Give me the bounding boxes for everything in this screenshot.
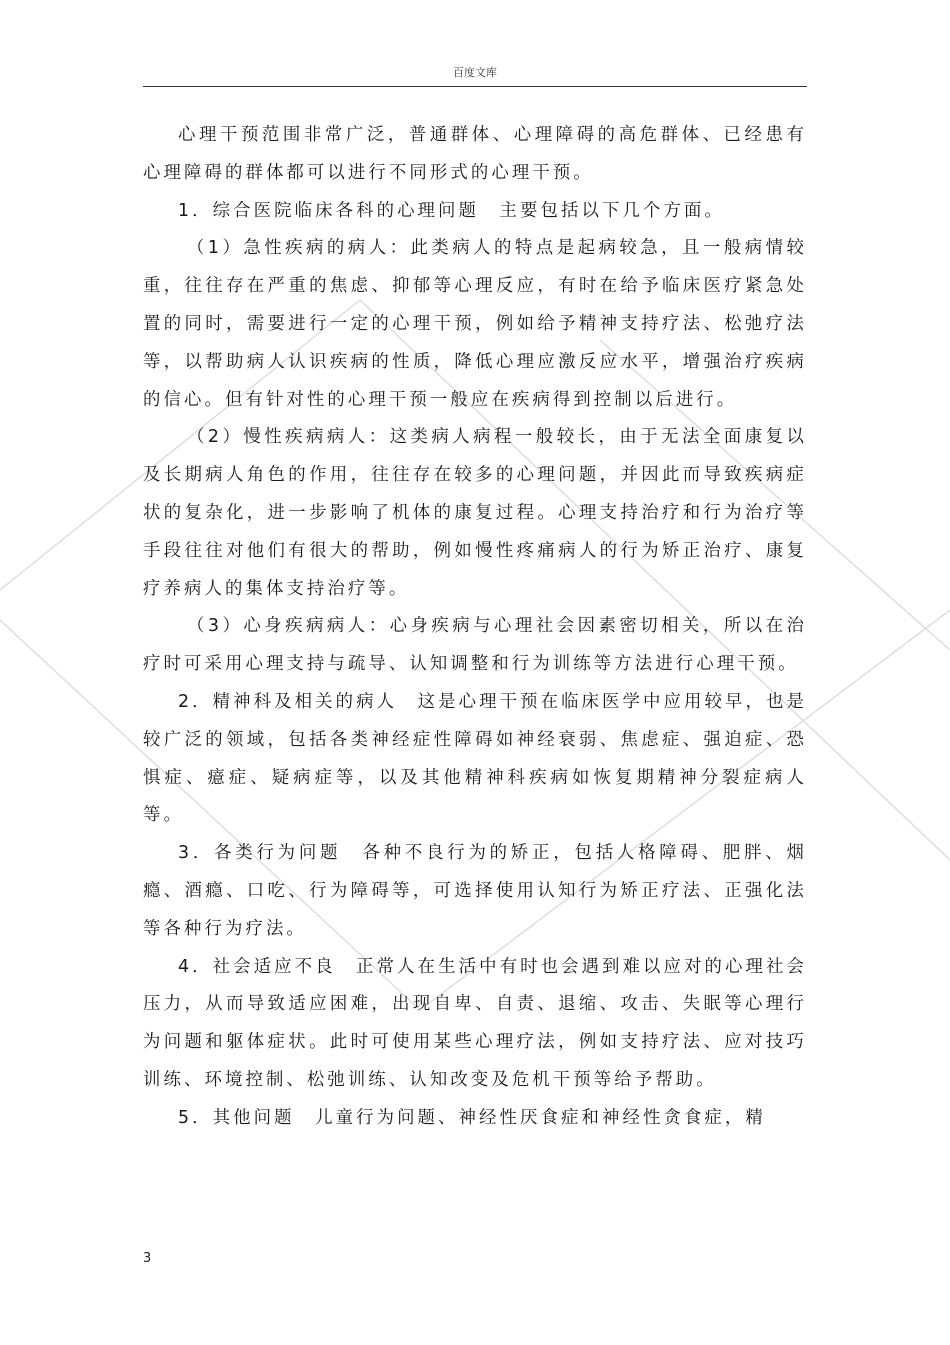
paragraph-section-1-item-2: （2）慢性疾病病人：这类病人病程一般较长，由于无法全面康复以及长期病人角色的作用，往往存在较多的心理问题，并因此而导致疾病症状的复杂化，进一步影响了机体的康复过程。心理支持治疗和行为治疗等手段往往对他们有很大的帮助，例如慢性疼痛病人的行为矫正治疗、康复疗养病人的集体支持治疗等。 — [143, 427, 807, 599]
paragraph-section-4: 4．社会适应不良 正常人在生活中有时也会遇到难以应对的心理社会压力，从而导致适应困难，出现自卑、自责、退缩、攻击、失眠等心理行为问题和躯体症状。此时可使用某些心理疗法，例如支持疗法、应对技巧训练、环境控制、松弛训练、认知改变及危机干预等给予帮助。 — [143, 956, 807, 1090]
page-number: 3 — [143, 1251, 152, 1266]
paragraph-section-1: 1．综合医院临床各科的心理问题 主要包括以下几个方面。 — [178, 200, 725, 221]
paragraph-section-2: 2．精神科及相关的病人 这是心理干预在临床医学中应用较早，也是较广泛的领域，包括各类神经症性障碍如神经衰弱、焦虑症、强迫症、恐惧症、癔症、疑病症等，以及其他精神科疾病如恢复期精神分裂症病人等。 — [143, 691, 807, 826]
paragraph-section-3: 3．各类行为问题 各种不良行为的矫正，包括人格障碍、肥胖、烟瘾、酒瘾、口吃、行为障碍等，可选择使用认知行为矫正疗法、正强化法等各种行为疗法。 — [143, 843, 807, 939]
paragraph-section-5: 5．其他问题 儿童行为问题、神经性厌食症和神经性贪食症，精 — [178, 1107, 766, 1128]
page-header — [143, 62, 807, 87]
document-body — [143, 117, 807, 1138]
paragraph-section-1-item-1: （1）急性疾病的病人：此类病人的特点是起病较急，且一般病情较重，往往存在严重的焦虑、抑郁等心理反应，有时在给予临床医疗紧急处置的同时，需要进行一定的心理干预，例如给予精神支持疗法、松弛疗法等，以帮助病人认识疾病的性质，降低心理应激反应水平，增强治疗疾病的信心。但有针对性的心理干预一般应在疾病得到控制以后进行。 — [143, 238, 807, 410]
header-title: 百度文库 — [453, 66, 497, 79]
paragraph-section-1-item-3: （3）心身疾病病人：心身疾病与心理社会因素密切相关，所以在治疗时可采用心理支持与疏导、认知调整和行为训练等方法进行心理干预。 — [143, 616, 807, 675]
paragraph-intro: 心理干预范围非常广泛，普通群体、心理障碍的高危群体、已经患有心理障碍的群体都可以进行不同形式的心理干预。 — [143, 125, 807, 183]
